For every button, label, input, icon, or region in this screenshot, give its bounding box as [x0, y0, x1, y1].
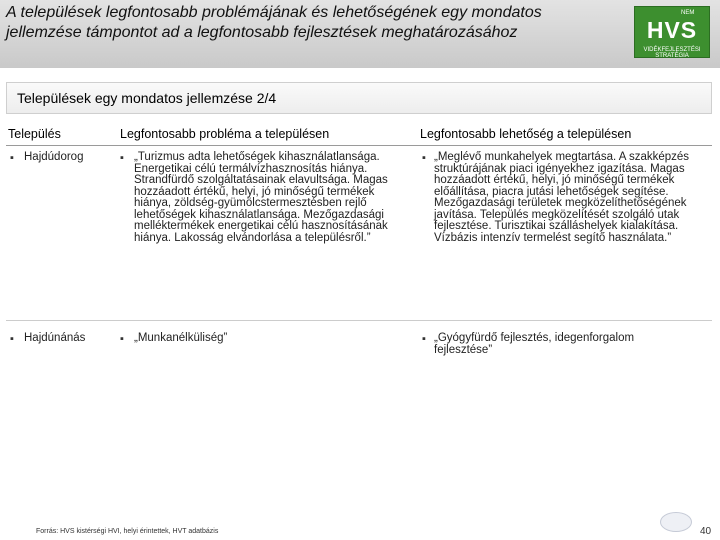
hvs-logo — [634, 6, 710, 58]
header-rule — [6, 145, 712, 146]
column-header-settlement: Település — [8, 127, 61, 141]
bullet-icon: ▪ — [120, 152, 124, 164]
bullet-icon: ▪ — [10, 333, 14, 345]
bullet-icon: ▪ — [422, 333, 426, 345]
opportunity-text: „Gyógyfürdő fejlesztés, idegenforgalom fejlesztése” — [434, 332, 635, 356]
subtitle-box — [6, 82, 712, 114]
source-note: Forrás: HVS kistérségi HVI, helyi érintettek, HVT adatbázis — [36, 528, 219, 535]
problem-text: „Turizmus adta lehetőségek kihasználatlansága. Energetikai célú termálvízhasznosítás hiánya. Strandfürdő szolgáltatásainak elavultsága. Magas hozzáadott értékű, helyi, jó minőségű termékek hiánya, zöldség-gyümölcstermesztésben rejlő lehetőségek kihasználatlansága. Mezőgazdasági melléktermékek energetikai célú hasznosításának hiánya. Lakosság elvándorlása a településről.” — [134, 151, 388, 244]
page-number: 40 — [700, 526, 712, 537]
opportunity-text: „Meglévő munkahelyek megtartása. A szakképzés struktúrájának piaci igényekhez igazítása. Magas hozzáadott értékű, helyi, jó minőségű termékek előállítása, piacra jutási lehetőségek segítése. Mezőgazdasági területek megközelíthetőségének javítása. Település megközelítését szolgáló utak fejlesztése. Turisztikai szálláshelyek kialakítása. Vízbázis intenzív termelést segítő használata.” — [434, 151, 690, 244]
problem-text: „Munkanélküliség” — [134, 332, 228, 344]
column-header-opportunity: Legfontosabb lehetőség a településen — [420, 127, 632, 141]
slide-header — [0, 0, 720, 68]
settlement-name: Hajdúnánás — [24, 332, 86, 344]
logo-brand: HVS — [646, 17, 698, 43]
slide-title: A települések legfontosabb problémájának és lehetőségének egy mondatos jellemzése támpontot ad a legfontosabb fejlesztések meghatározásához — [6, 4, 542, 41]
row-rule — [6, 320, 712, 321]
bullet-icon: ▪ — [120, 333, 124, 345]
logo-subtitle: VIDÉKFEJLESZTÉSI STRATÉGIA — [643, 47, 701, 59]
column-header-problem: Legfontosabb probléma a településen — [120, 127, 330, 141]
settlement-name: Hajdúdorog — [24, 151, 84, 163]
bullet-icon: ▪ — [10, 152, 14, 164]
section-subtitle: Települések egy mondatos jellemzése 2/4 — [17, 90, 277, 106]
bullet-icon: ▪ — [422, 152, 426, 164]
logo-flag-text: NEM — [681, 10, 695, 16]
seal-icon — [660, 512, 692, 532]
